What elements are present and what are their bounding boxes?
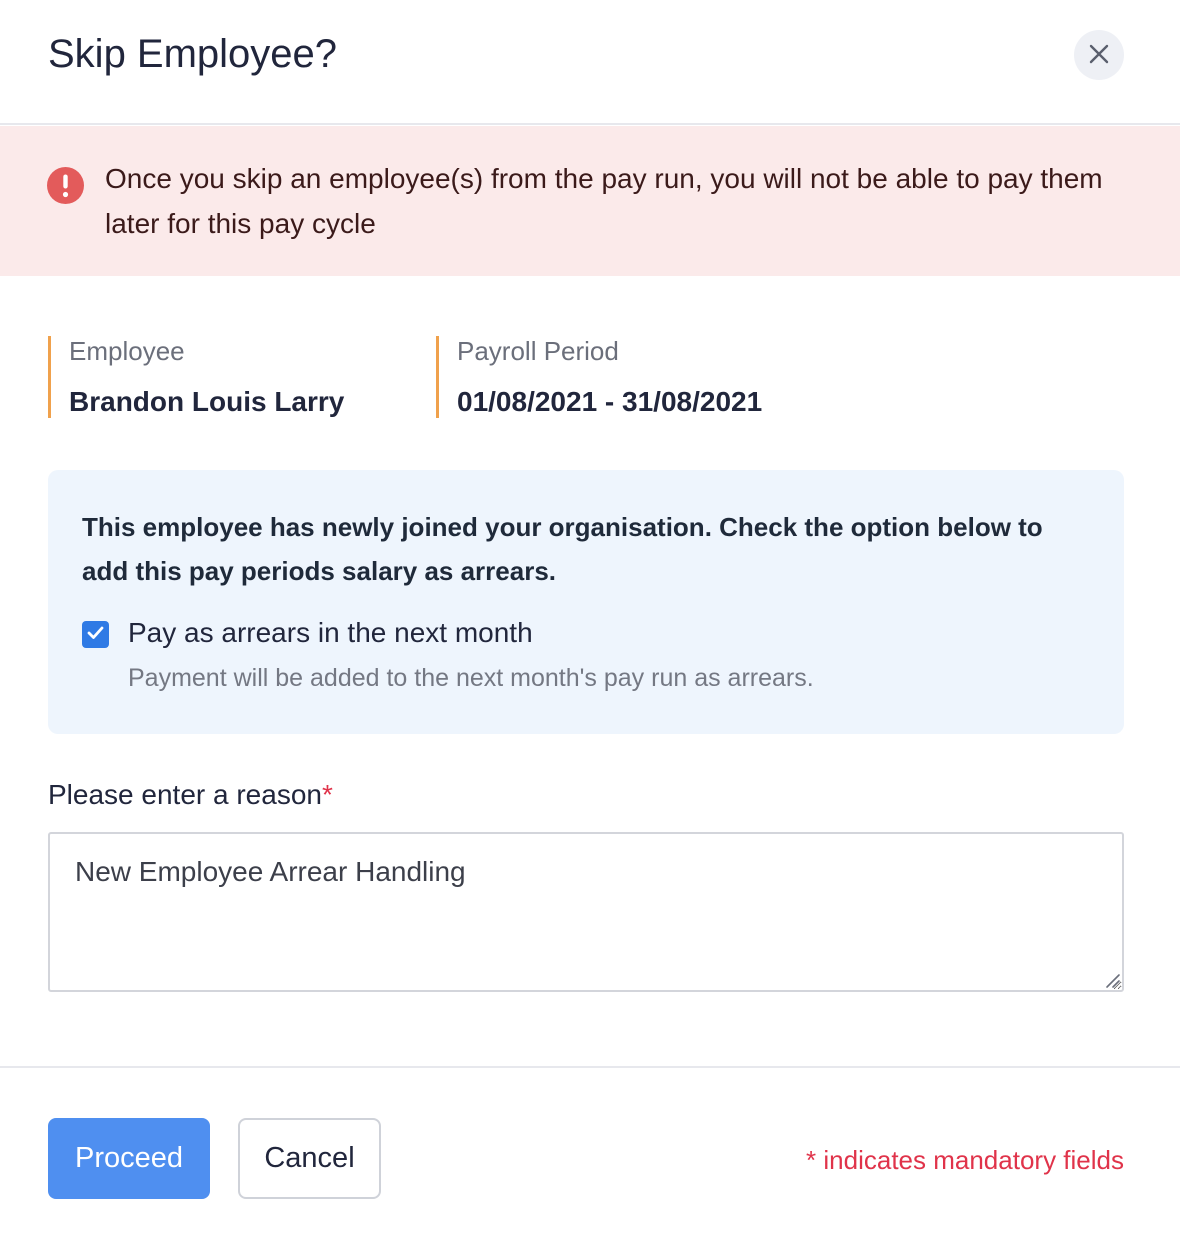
warning-message: Once you skip an employee(s) from the pay run, you will not be able to pay them later for this pay cycle: [105, 163, 1103, 239]
payroll-period-info: [436, 336, 936, 418]
dialog-header: [0, 0, 1180, 125]
pay-arrears-label[interactable]: Pay as arrears in the next month: [128, 617, 533, 648]
checkmark-icon: [86, 623, 105, 647]
required-asterisk: *: [321, 779, 333, 810]
arrears-message: This employee has newly joined your organisation. Check the option below to add this pay periods salary as arrears.: [82, 512, 1043, 586]
reason-label: [48, 779, 333, 811]
exclamation-circle-icon: [47, 167, 84, 204]
payroll-period-value: 01/08/2021 - 31/08/2021: [457, 386, 763, 417]
footer-divider: [0, 1066, 1180, 1068]
dialog-title: Skip Employee?: [48, 32, 338, 76]
employee-label: Employee: [69, 336, 185, 366]
employee-name: Brandon Louis Larry: [69, 386, 345, 417]
close-icon: [1088, 43, 1110, 68]
cancel-button[interactable]: Cancel: [238, 1118, 381, 1199]
employee-info: [48, 336, 398, 418]
close-button[interactable]: [1074, 30, 1124, 80]
pay-arrears-checkbox[interactable]: [82, 621, 109, 648]
reason-textarea[interactable]: [48, 832, 1124, 992]
pay-arrears-description: Payment will be added to the next month's pay run as arrears.: [128, 664, 814, 692]
reason-label-text: Please enter a reason: [48, 779, 322, 810]
resize-handle-icon[interactable]: [1103, 971, 1121, 989]
mandatory-fields-note: * indicates mandatory fields: [806, 1145, 1124, 1175]
payroll-period-label: Payroll Period: [457, 336, 619, 366]
proceed-button[interactable]: Proceed: [48, 1118, 210, 1199]
